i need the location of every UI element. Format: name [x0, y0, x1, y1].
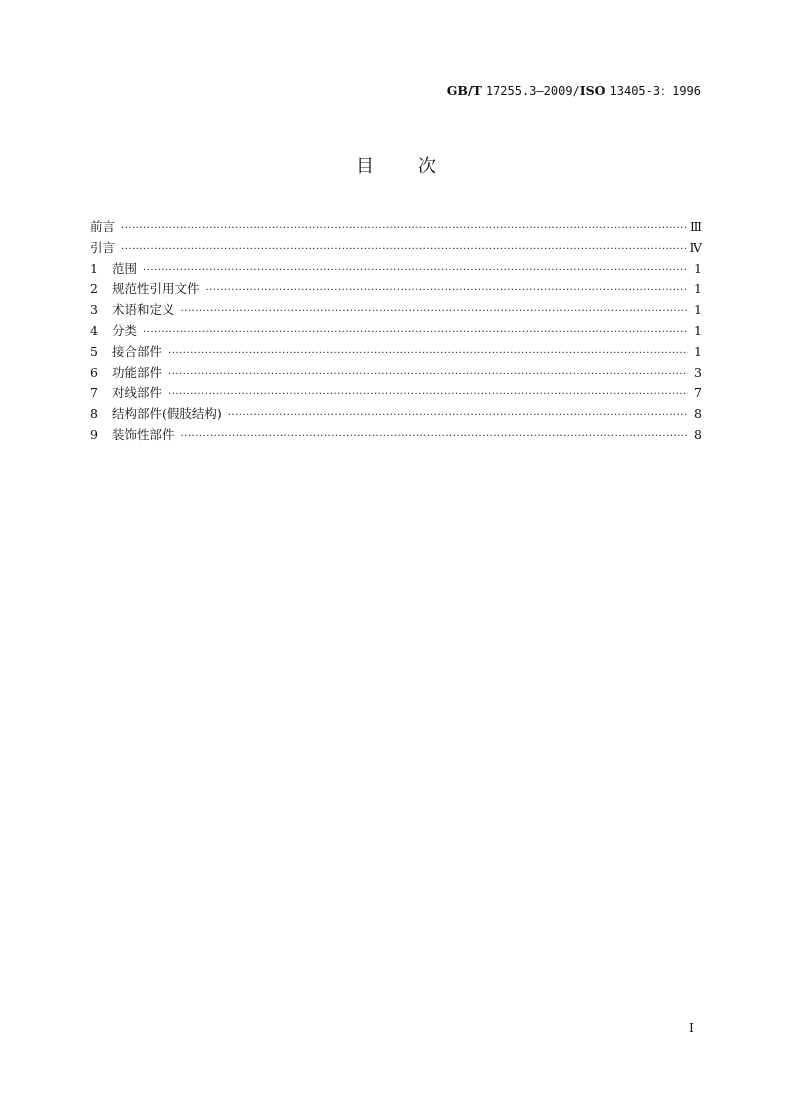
toc-entry-label: 前言 [90, 219, 116, 234]
iso-number: 13405-3：1996 [609, 84, 701, 98]
toc-entry-number: 7 [90, 385, 98, 401]
toc-entry-label: 结构部件(假肢结构) [112, 406, 222, 422]
toc-entry-5[interactable] [90, 342, 702, 363]
toc-entry-number: 3 [90, 302, 98, 318]
toc-entry-label: 范围 [112, 260, 138, 276]
toc-entry-page: 1 [694, 343, 702, 359]
toc-entry-label: 功能部件 [112, 364, 163, 380]
toc-entry-preface[interactable] [90, 217, 702, 238]
toc-entry-8[interactable] [90, 404, 702, 425]
toc-entry-label: 术语和定义 [112, 302, 175, 318]
toc-entry-number: 2 [90, 281, 98, 297]
standard-prefix: GB/T [446, 83, 482, 98]
toc-entry-label: 引言 [90, 239, 116, 255]
toc-entry-number: 9 [90, 426, 98, 442]
toc-entry-label: 装饰性部件 [112, 426, 175, 442]
toc-dot-leader [168, 385, 688, 406]
toc-entry-number: 8 [90, 406, 98, 422]
toc-entry-9[interactable] [90, 425, 702, 446]
toc-entry-page: 1 [694, 302, 702, 318]
toc-entry-page: Ⅳ [689, 239, 702, 255]
toc-entry-page: 1 [694, 260, 702, 276]
toc-dot-leader [181, 302, 688, 323]
toc-dot-leader [228, 406, 688, 427]
toc-entry-page: 7 [694, 385, 702, 401]
toc-entry-label: 分类 [112, 322, 138, 338]
toc-entry-3[interactable] [90, 300, 702, 321]
toc-entry-label: 接合部件 [112, 343, 163, 359]
toc-entry-page: 1 [694, 281, 702, 297]
toc-dot-leader [181, 427, 688, 448]
toc-entry-4[interactable] [90, 321, 702, 342]
toc-entry-page: 3 [694, 364, 702, 380]
toc-dot-leader [168, 344, 688, 365]
toc-entry-6[interactable] [90, 363, 702, 384]
iso-prefix: ISO [579, 83, 606, 98]
toc-entry-page: 1 [694, 322, 702, 338]
toc-entry-1[interactable] [90, 259, 702, 280]
toc-dot-leader [206, 281, 688, 302]
standard-number: 17255.3—2009/ [485, 84, 580, 98]
toc-entry-page: 8 [694, 426, 702, 442]
toc-dot-leader [121, 219, 686, 240]
toc-entry-label: 规范性引用文件 [112, 281, 200, 297]
toc-entry-number: 6 [90, 364, 98, 380]
toc-dot-leader [121, 240, 685, 261]
toc-entry-2[interactable] [90, 279, 702, 300]
toc-dot-leader [168, 365, 688, 386]
toc-entry-number: 4 [90, 322, 98, 338]
page-title: 目次 [356, 156, 480, 177]
toc-entry-introduction[interactable] [90, 238, 702, 259]
toc-entry-number: 5 [90, 343, 98, 359]
toc-entry-page: Ⅲ [689, 219, 702, 234]
table-of-contents [90, 217, 702, 446]
toc-dot-leader [143, 323, 688, 344]
toc-dot-leader [143, 261, 688, 282]
toc-entry-label: 对线部件 [112, 385, 163, 401]
toc-entry-7[interactable] [90, 383, 702, 404]
toc-entry-number: 1 [90, 260, 98, 276]
page-number: I [689, 1020, 694, 1035]
standard-header [447, 82, 701, 99]
toc-entry-page: 8 [694, 406, 702, 422]
